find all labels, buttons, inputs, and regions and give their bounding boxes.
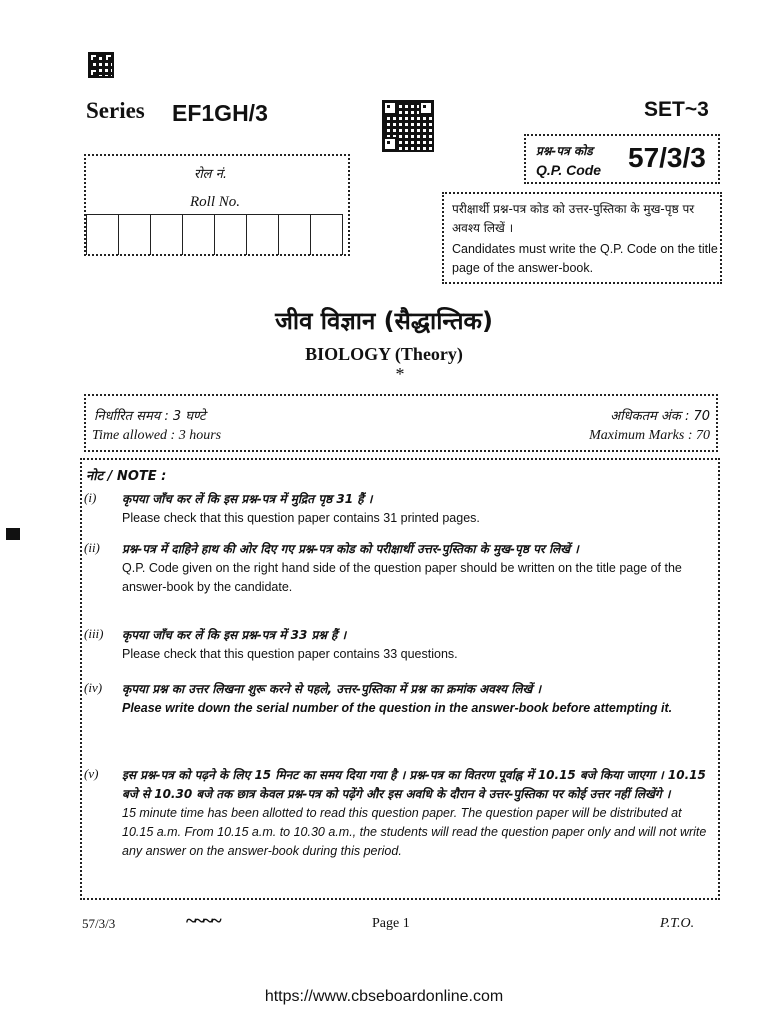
- roll-label-hindi: रोल नं.: [194, 167, 227, 182]
- footer-code: 57/3/3: [82, 916, 116, 931]
- subject-title-english: BIOLOGY (Theory): [305, 344, 463, 364]
- note-number: (i): [84, 490, 97, 505]
- roll-cell[interactable]: [215, 215, 247, 255]
- max-marks-hindi: अधिकतम अंक : 70: [610, 409, 710, 424]
- note-english: Please check that this question paper contains 33 questions.: [122, 647, 458, 661]
- note-item: [84, 490, 714, 528]
- note-item: [84, 766, 714, 861]
- note-item: [84, 680, 714, 718]
- set-label: SET~3: [644, 98, 709, 121]
- footer-tilde: ~~~~: [186, 910, 220, 932]
- series-label: Series: [86, 98, 145, 123]
- note-hindi: कृपया जाँच कर लें कि इस प्रश्न-पत्र में 33 प्रश्न हैं ।: [122, 628, 347, 642]
- time-allowed-hindi: निर्धारित समय : 3 घण्टे: [94, 409, 206, 424]
- roll-cell[interactable]: [279, 215, 311, 255]
- roll-cell[interactable]: [151, 215, 183, 255]
- qp-code-value: 57/3/3: [628, 142, 706, 173]
- roll-cell[interactable]: [87, 215, 119, 255]
- roll-cell[interactable]: [119, 215, 151, 255]
- qp-code-label-english: Q.P. Code: [536, 162, 602, 178]
- watermark-url: https://www.cbseboardonline.com: [264, 988, 504, 1005]
- roll-number-cells: [86, 214, 343, 255]
- qp-code-label-hindi: प्रश्न-पत्र कोड: [536, 144, 593, 158]
- title-star: *: [395, 364, 405, 384]
- notes-heading: नोट / NOTE :: [86, 469, 167, 484]
- instruction-english: Candidates must write the Q.P. Code on the title page of the answer-book.: [452, 242, 718, 275]
- note-english: Q.P. Code given on the right hand side of the question paper should be written on the title page of the answer-book by the candidate.: [122, 561, 682, 594]
- qr-code-small: [88, 52, 114, 78]
- roll-label-english: Roll No.: [190, 194, 241, 210]
- candidate-instruction-box: [442, 192, 722, 284]
- note-english: 15 minute time has been allotted to read this question paper. The question paper will be distributed at 10.15 a.m. From 10.15 a.m. to 10.30 a.m., the students will read the question paper only and will not write any answer on the answer-book during this period.: [122, 806, 707, 858]
- note-hindi: प्रश्न-पत्र में दाहिने हाथ की ओर दिए गए प्रश्न-पत्र कोड को परीक्षार्थी उत्तर-पुस्तिका के मुख-पृष्ठ पर लिखें ।: [122, 542, 579, 556]
- note-hindi: कृपया जाँच कर लें कि इस प्रश्न-पत्र में मुद्रित पृष्ठ 31 हैं ।: [122, 492, 373, 506]
- note-number: (ii): [84, 540, 100, 555]
- note-english: Please check that this question paper contains 31 printed pages.: [122, 511, 480, 525]
- instruction-hindi: परीक्षार्थी प्रश्न-पत्र कोड को उत्तर-पुस्तिका के मुख-पृष्ठ पर अवश्य लिखें ।: [452, 202, 695, 235]
- roll-cell[interactable]: [183, 215, 215, 255]
- time-marks-box: [84, 394, 718, 452]
- subject-title-hindi: जीव विज्ञान (सैद्धान्तिक): [275, 307, 493, 335]
- note-number: (iv): [84, 680, 103, 695]
- note-english: Please write down the serial number of the question in the answer-book before attempting it.: [122, 701, 673, 715]
- series-code: EF1GH/3: [172, 100, 268, 126]
- max-marks-english: Maximum Marks : 70: [589, 428, 710, 443]
- margin-mark: [6, 528, 20, 540]
- footer-pto: P.T.O.: [660, 916, 695, 931]
- time-allowed-english: Time allowed : 3 hours: [92, 428, 222, 443]
- note-hindi: इस प्रश्न-पत्र को पढ़ने के लिए 15 मिनट का समय दिया गया है । प्रश्न-पत्र का वितरण पूर्वाह्न में 10.15 बजे किया जाएगा । 10.15 बजे से 10.30 बजे तक छात्र केवल प्रश्न-पत्र को पढ़ेंगे और इस अवधि के दौरान वे उत्तर-पुस्तिका पर कोई उत्तर नहीं लिखेंगे ।: [122, 768, 706, 801]
- footer-page-number: Page 1: [372, 916, 410, 931]
- qp-code-box: [524, 134, 720, 184]
- note-item: [84, 626, 714, 664]
- roll-cell[interactable]: [311, 215, 343, 255]
- note-item: [84, 540, 714, 597]
- note-number: (iii): [84, 626, 104, 641]
- roll-cell[interactable]: [247, 215, 279, 255]
- note-number: (v): [84, 766, 99, 781]
- qr-code-center: [382, 100, 434, 152]
- note-hindi: कृपया प्रश्न का उत्तर लिखना शुरू करने से पहले, उत्तर-पुस्तिका में प्रश्न का क्रमांक अवश्य लिखें ।: [122, 682, 541, 696]
